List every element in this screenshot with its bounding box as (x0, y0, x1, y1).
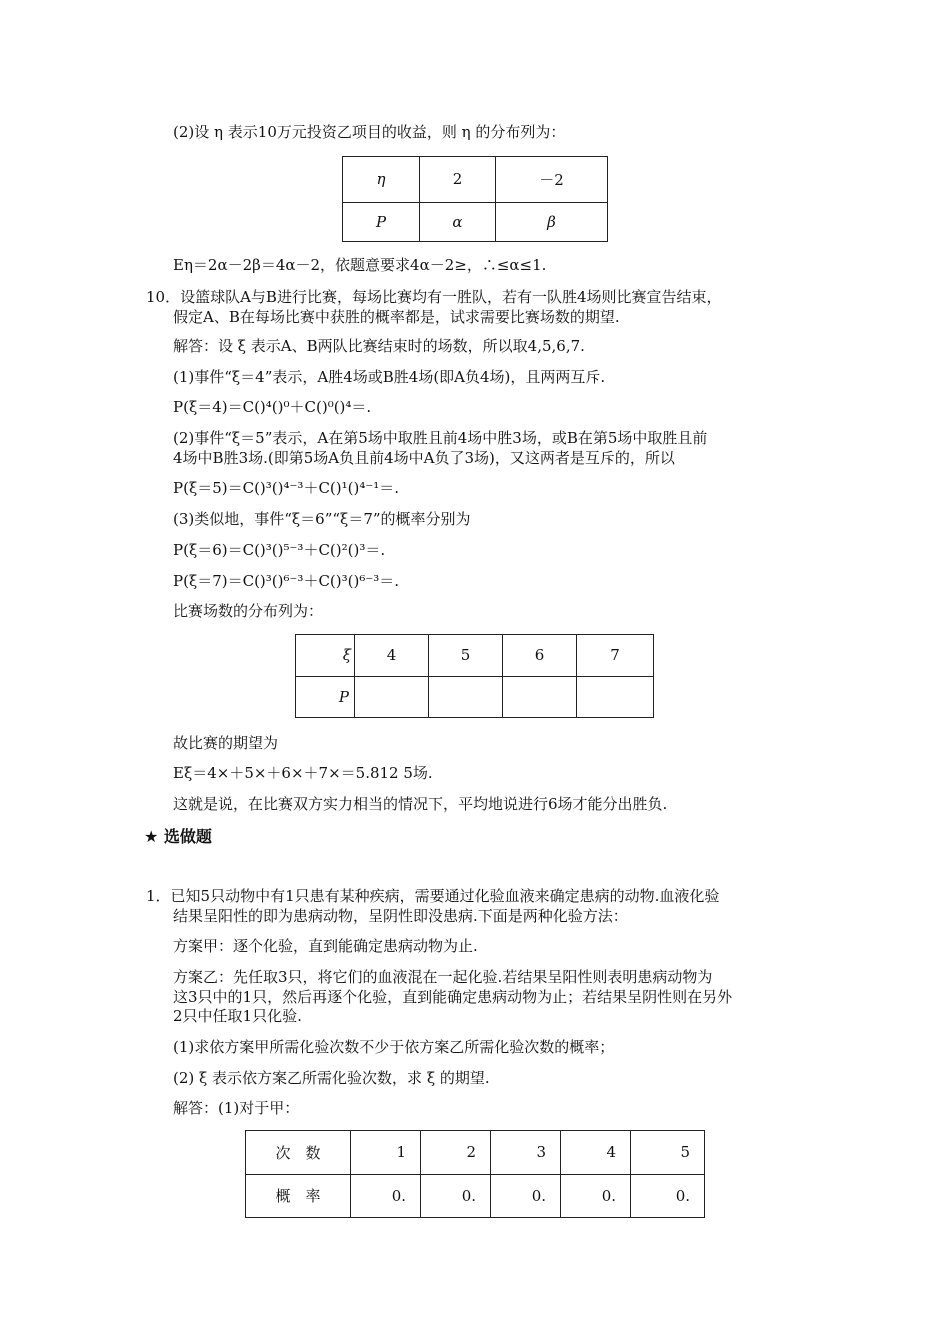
q10-line: (2)事件“ξ＝5”表示，A在第5场中取胜且前4场中胜3场，或B在第5场中取胜且前 (173, 429, 708, 447)
table-cell: 0. (561, 1174, 631, 1218)
table-cell: 4 (561, 1131, 631, 1175)
table-cell: 2 (421, 1131, 491, 1175)
table-cell: 2 (420, 157, 496, 203)
table-cell (577, 676, 654, 718)
table-cell: η (343, 157, 420, 203)
table-cell: α (420, 202, 496, 241)
table-cell: 0. (491, 1174, 561, 1218)
q10-line: 解答：设 ξ 表示A、B两队比赛结束时的场数，所以取4,5,6,7. (173, 337, 585, 355)
section-heading (144, 827, 212, 847)
table-cell (429, 676, 503, 718)
table-cell: 4 (355, 635, 429, 677)
star-icon: ★ (144, 827, 159, 846)
table-cell: 次 数 (246, 1131, 351, 1175)
table-cell: －2 (496, 157, 608, 203)
q1-line: 2只中任取1只化验. (173, 1007, 302, 1025)
q10-line: Eξ＝4×＋5×＋6×＋7×＝5.812 5场. (173, 764, 433, 782)
table-cell: 概 率 (246, 1174, 351, 1218)
table-cell: 5 (429, 635, 503, 677)
q10-line: (1)事件“ξ＝4”表示，A胜4场或B胜4场(即A负4场)，且两两互斥. (173, 368, 606, 386)
q10-line: 10．设篮球队A与B进行比赛，每场比赛均有一胜队，若有一队胜4场则比赛宣告结束， (146, 288, 722, 306)
table-cell: 0. (351, 1174, 421, 1218)
q10-line: P(ξ＝5)＝C()³()⁴⁻³＋C()¹()⁴⁻¹＝. (173, 479, 400, 497)
q1-line: 1．已知5只动物中有1只患有某种疾病，需要通过化验血液来确定患病的动物.血液化验 (146, 887, 720, 905)
part2-expectation: Eη＝2α－2β＝4α－2，依题意要求4α－2≥，∴≤α≤1. (173, 256, 547, 274)
q1-line: 方案乙：先任取3只，将它们的血液混在一起化验.若结果呈阳性则表明患病动物为 (173, 968, 713, 986)
q10-line: 比赛场数的分布列为： (173, 602, 324, 620)
table-cell: β (496, 202, 608, 241)
section-title: 选做题 (163, 827, 212, 846)
table-cell: 6 (503, 635, 577, 677)
q10-line: P(ξ＝7)＝C()³()⁶⁻³＋C()³()⁶⁻³＝. (173, 572, 400, 590)
xi-distribution-table (295, 634, 654, 718)
q10-line: 假定A、B在每场比赛中获胜的概率都是，试求需要比赛场数的期望. (173, 308, 620, 326)
table-cell: 5 (631, 1131, 705, 1175)
q10-line: 故比赛的期望为 (173, 734, 279, 752)
q1-line: (1)求依方案甲所需化验次数不少于依方案乙所需化验次数的概率； (173, 1038, 615, 1056)
table-cell: 0. (421, 1174, 491, 1218)
table-cell: ξ (296, 635, 355, 677)
q1-line: 这3只中的1只，然后再逐个化验，直到能确定患病动物为止；若结果呈阴性则在另外 (173, 988, 733, 1006)
table-cell: 0. (631, 1174, 705, 1218)
q1-line: 结果呈阳性的即为患病动物，呈阴性即没患病.下面是两种化验方法： (173, 907, 628, 925)
table-cell: 1 (351, 1131, 421, 1175)
table-cell (503, 676, 577, 718)
q10-line: 4场中B胜3场.(即第5场A负且前4场中A负了3场)，又这两者是互斥的，所以 (173, 449, 675, 467)
q10-line: P(ξ＝6)＝C()³()⁵⁻³＋C()²()³＝. (173, 541, 386, 559)
table-cell: 7 (577, 635, 654, 677)
table-cell: 3 (491, 1131, 561, 1175)
q1-line: 解答：(1)对于甲： (173, 1099, 300, 1117)
eta-distribution-table (342, 156, 608, 242)
table-cell: P (343, 202, 420, 241)
q10-line: (3)类似地，事件“ξ＝6”“ξ＝7”的概率分别为 (173, 510, 471, 528)
q10-line: 这就是说，在比赛双方实力相当的情况下，平均地说进行6场才能分出胜负. (173, 795, 668, 813)
q10-line: P(ξ＝4)＝C()⁴()⁰＋C()⁰()⁴＝. (173, 398, 372, 416)
part2-intro: (2)设 η 表示10万元投资乙项目的收益，则 η 的分布列为： (173, 123, 566, 141)
table-cell (355, 676, 429, 718)
q1-line: (2) ξ 表示依方案乙所需化验次数，求 ξ 的期望. (173, 1069, 490, 1087)
table-cell: P (296, 676, 355, 718)
scheme-a-table (245, 1130, 705, 1218)
q1-line: 方案甲：逐个化验，直到能确定患病动物为止. (173, 937, 478, 955)
